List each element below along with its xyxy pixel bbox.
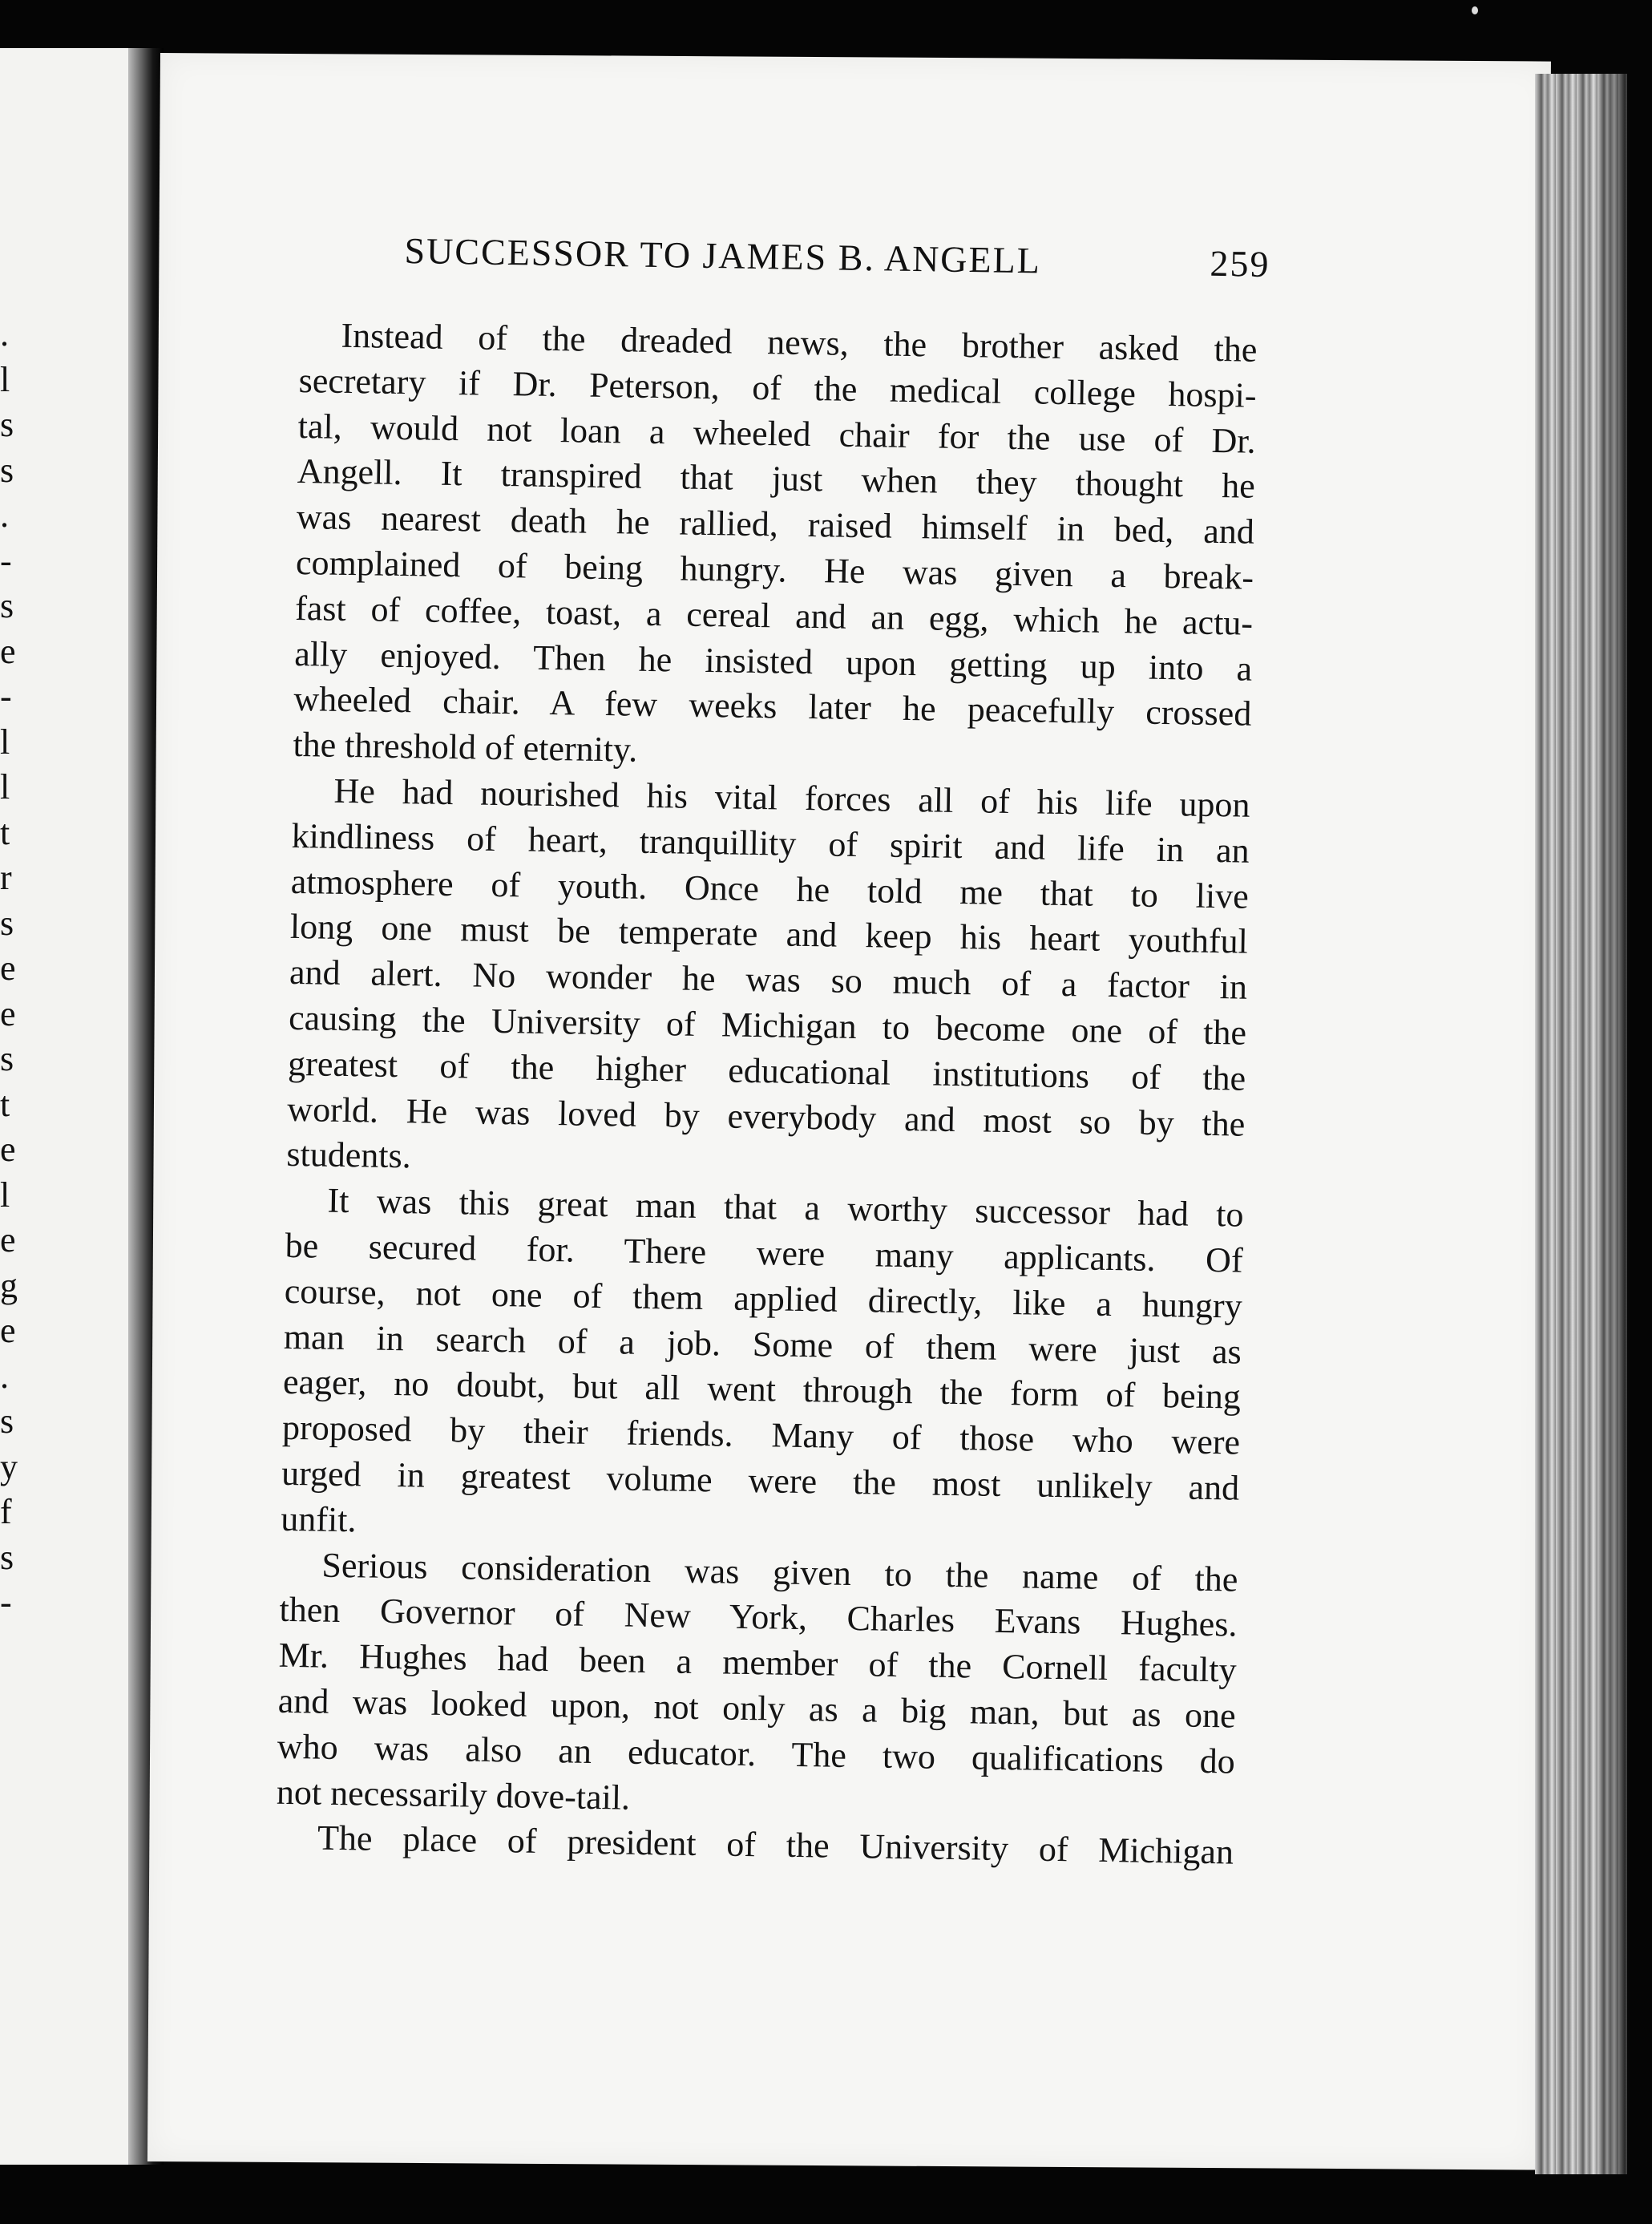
left-page-fragment: s [0, 903, 14, 943]
paragraph [281, 1178, 1244, 1557]
left-page-fragment: l [0, 722, 10, 762]
paragraph [277, 1542, 1238, 1830]
text-line: students. [286, 1134, 412, 1176]
page-number: 259 [1210, 242, 1270, 285]
left-page-fragment: e [0, 1220, 16, 1260]
text-line: man in search of a job. Some of them were just as [283, 1316, 1242, 1372]
left-page-fragment: . [0, 495, 9, 535]
left-page-fragment: s [0, 1537, 14, 1577]
text-line: not necessarily dove-tail. [276, 1772, 631, 1818]
text-line: complained of being hungry. He was given a break- [295, 542, 1254, 597]
left-page-fragment: t [0, 812, 10, 852]
text-line: kindliness of heart, tranquillity of spirit and life in an [291, 815, 1250, 871]
text-line: was nearest death he rallied, raised himself in bed, and [296, 497, 1255, 552]
page-fore-edges-shadow [1595, 74, 1627, 2174]
text-line: He had nourished his vital forces all of his life upon [333, 770, 1250, 825]
text-line: then Governor of New York, Charles Evans Hughes. [279, 1590, 1238, 1644]
left-page-fragment: e [0, 1130, 16, 1169]
text-line: atmosphere of youth. Once he told me that to live [290, 861, 1250, 916]
paragraph [293, 313, 1258, 783]
text-line: The place of president of the University of Michigan [317, 1818, 1234, 1872]
text-line: be secured for. There were many applicants. Of [285, 1225, 1243, 1280]
left-page-fragment: s [0, 405, 14, 444]
left-page-fragment: - [0, 677, 12, 716]
text-line: fast of coffee, toast, a cereal and an egg, which he actu- [294, 588, 1254, 643]
left-page-fragment: s [0, 1401, 14, 1441]
text-line: ally enjoyed. Then he insisted upon getting up into a [293, 633, 1253, 689]
text-line: causing the University of Michigan to become one of the [288, 997, 1247, 1053]
left-page-fragment: l [0, 767, 10, 807]
left-page-fragment: y [0, 1446, 18, 1486]
text-line: who was also an educator. The two qualifications do [277, 1726, 1236, 1781]
left-page-fragment: - [0, 1583, 12, 1622]
left-page-fragment: s [0, 450, 14, 490]
text-line: unfit. [280, 1498, 357, 1540]
text-line: Serious consideration was given to the name of the [321, 1545, 1238, 1599]
left-page-fragment: . [0, 314, 9, 354]
text-line: and alert. No wonder he was so much of a factor in [289, 952, 1248, 1007]
text-line: urged in greatest volume were the most unlikely and [281, 1453, 1240, 1508]
paragraph [286, 768, 1250, 1193]
scan-speck [1472, 6, 1478, 14]
left-page-fragment: s [0, 1039, 14, 1078]
left-page-fragment: f [0, 1492, 12, 1531]
left-page-fragment: e [0, 1311, 16, 1350]
left-page-fragment: e [0, 993, 16, 1033]
left-page-fragment: e [0, 948, 16, 988]
left-page-fragment: l [0, 359, 10, 399]
text-line: Mr. Hughes had been a member of the Cornell faculty [278, 1635, 1237, 1690]
left-page-fragment: t [0, 1084, 10, 1124]
left-page-fragment: s [0, 586, 14, 625]
text-line: proposed by their friends. Many of those who were [281, 1407, 1241, 1462]
text-line: and was looked upon, not only as a big man, but as one [277, 1680, 1237, 1736]
text-line: greatest of the higher educational institutions of the [287, 1043, 1246, 1098]
left-page-fragment: . [0, 1356, 9, 1396]
running-head-title: SUCCESSOR TO JAMES B. ANGELL [404, 229, 1042, 281]
left-page-fragment: - [0, 540, 12, 580]
body-text [276, 313, 1258, 1876]
text-line: wheeled chair. A few weeks later he peacefully crossed [293, 679, 1252, 734]
left-page-fragment: g [0, 1265, 18, 1305]
left-page-fragment: l [0, 1175, 10, 1215]
left-page-fragment: e [0, 631, 16, 671]
left-page-fragment: r [0, 858, 12, 897]
text-line: the threshold of eternity. [293, 725, 638, 770]
text-line: eager, no doubt, but all went through the form of being [282, 1362, 1242, 1417]
text-line: world. He was loved by everybody and most so by the [287, 1089, 1246, 1144]
text-line: tal, would not loan a wheeled chair for the use of Dr. [297, 406, 1257, 461]
text-line: Angell. It transpired that just when they thought he [297, 451, 1256, 507]
text-line: Instead of the dreaded news, the brother asked the [341, 315, 1258, 370]
text-line: It was this great man that a worthy successor had to [327, 1180, 1244, 1235]
text-line: course, not one of them applied directly, like a hungry [284, 1271, 1243, 1326]
text-line: secretary if Dr. Peterson, of the medical college hospi- [298, 360, 1257, 415]
left-page-text-fragments [0, 0, 24, 2224]
text-line: long one must be temperate and keep his heart youthful [289, 907, 1249, 962]
